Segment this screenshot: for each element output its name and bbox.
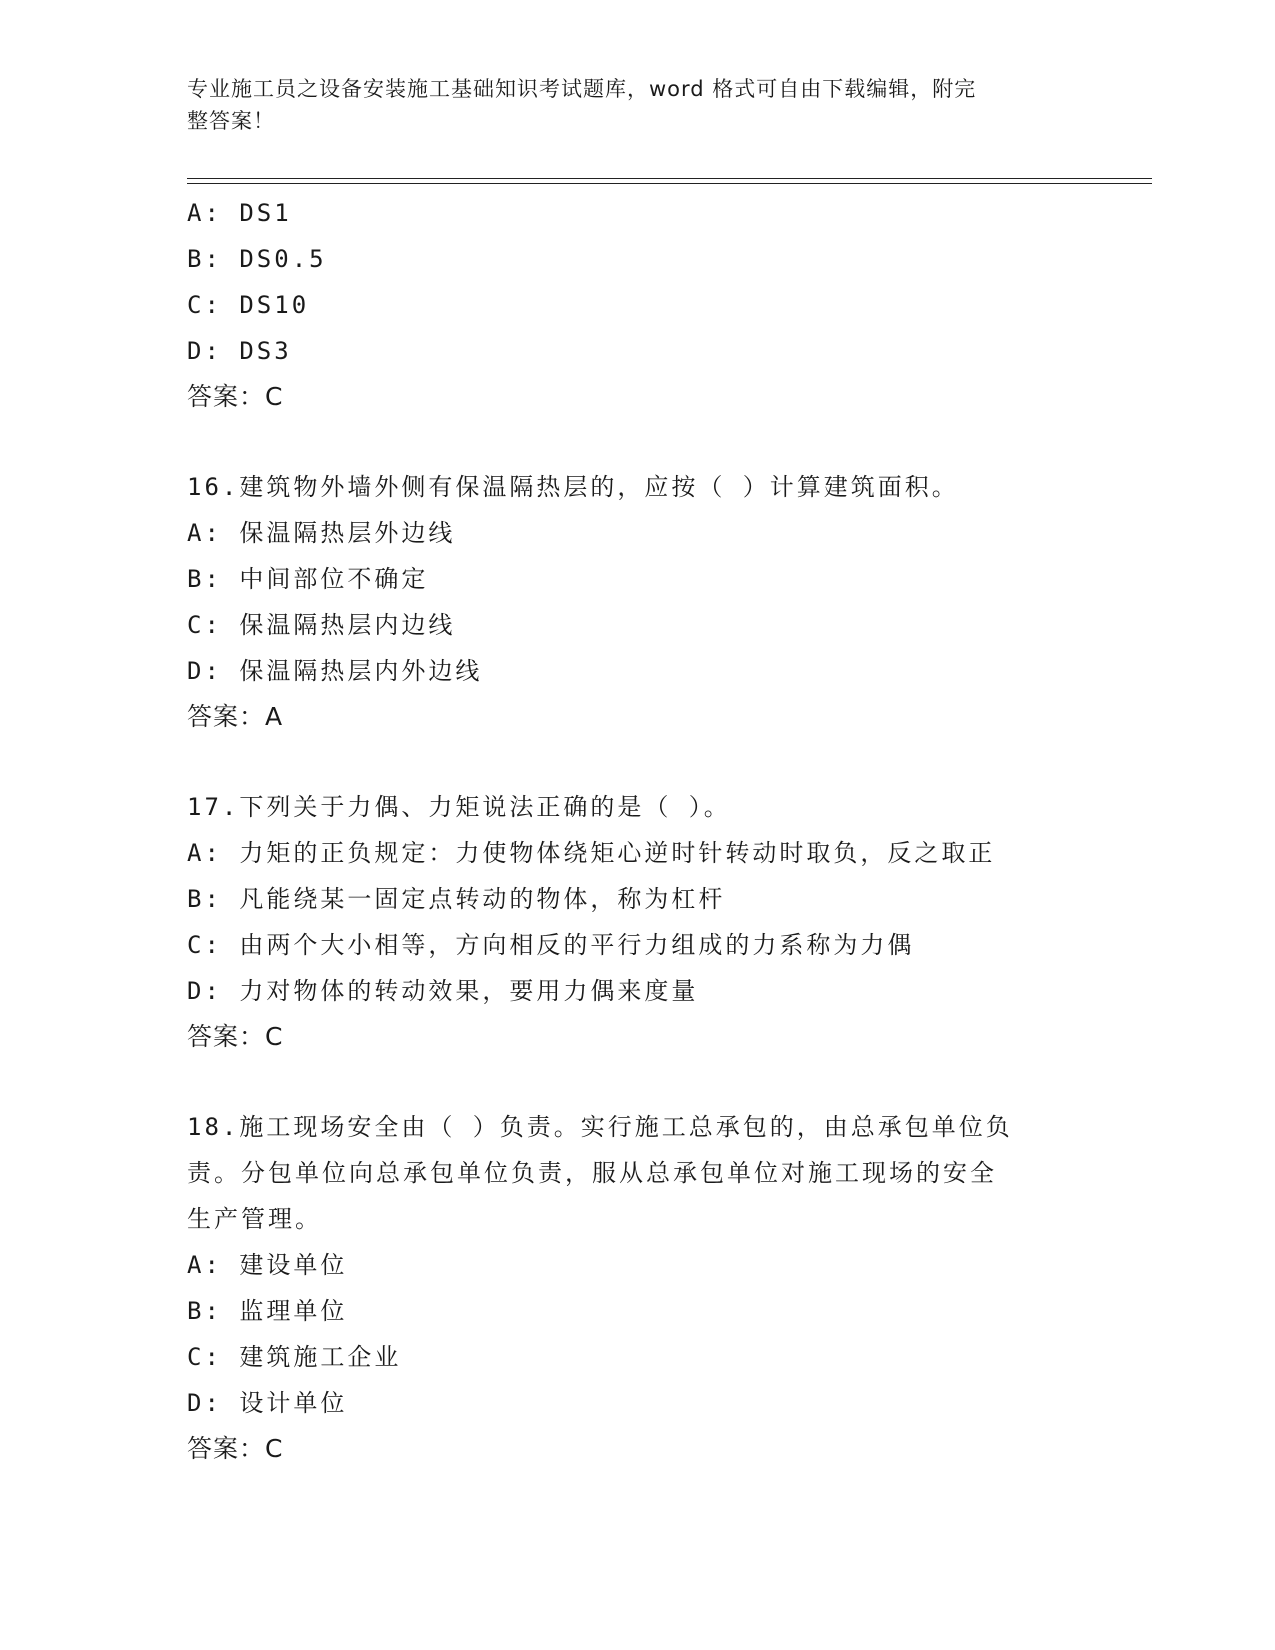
header-title-line-2: 整答案！ — [187, 109, 275, 133]
option-a: A: 保温隔热层外边线 — [187, 519, 456, 547]
answer-line: 答案：C — [187, 1434, 284, 1463]
question-list — [187, 190, 1147, 1472]
option-b: B: 监理单位 — [187, 1297, 348, 1325]
option-d: D: DS3 — [187, 337, 292, 365]
document-header — [187, 73, 1067, 137]
header-divider-bottom — [187, 183, 1152, 184]
question-stem-line-2: 责。分包单位向总承包单位负责，服从总承包单位对施工现场的安全 — [187, 1159, 997, 1187]
option-a: A: 建设单位 — [187, 1251, 348, 1279]
option-c: C: 由两个大小相等，方向相反的平行力组成的力系称为力偶 — [187, 931, 915, 959]
question-block-18 — [187, 1104, 1147, 1472]
question-block-prev — [187, 190, 1147, 420]
option-b: B: DS0.5 — [187, 245, 327, 273]
option-c: C: 保温隔热层内边线 — [187, 611, 456, 639]
question-stem-line-3: 生产管理。 — [187, 1205, 322, 1233]
question-block-16 — [187, 464, 1147, 740]
question-stem: 17.下列关于力偶、力矩说法正确的是（ ）。 — [187, 793, 731, 821]
option-c: C: DS10 — [187, 291, 310, 319]
answer-line: 答案：A — [187, 702, 284, 731]
option-a: A: DS1 — [187, 199, 292, 227]
option-a: A: 力矩的正负规定：力使物体绕矩心逆时针转动时取负，反之取正 — [187, 839, 996, 867]
option-b: B: 中间部位不确定 — [187, 565, 429, 593]
question-stem-line-1: 18.施工现场安全由（ ）负责。实行施工总承包的，由总承包单位负 — [187, 1113, 1013, 1141]
option-d: D: 保温隔热层内外边线 — [187, 657, 483, 685]
answer-line: 答案：C — [187, 382, 284, 411]
question-stem: 16.建筑物外墙外侧有保温隔热层的，应按（ ）计算建筑面积。 — [187, 473, 959, 501]
header-divider-top — [187, 178, 1152, 179]
question-block-17 — [187, 784, 1147, 1060]
option-c: C: 建筑施工企业 — [187, 1343, 402, 1371]
option-d: D: 设计单位 — [187, 1389, 348, 1417]
header-title-line-1: 专业施工员之设备安装施工基础知识考试题库，word 格式可自由下载编辑，附完 — [187, 77, 977, 101]
answer-line: 答案：C — [187, 1022, 284, 1051]
option-b: B: 凡能绕某一固定点转动的物体，称为杠杆 — [187, 885, 726, 913]
option-d: D: 力对物体的转动效果，要用力偶来度量 — [187, 977, 699, 1005]
